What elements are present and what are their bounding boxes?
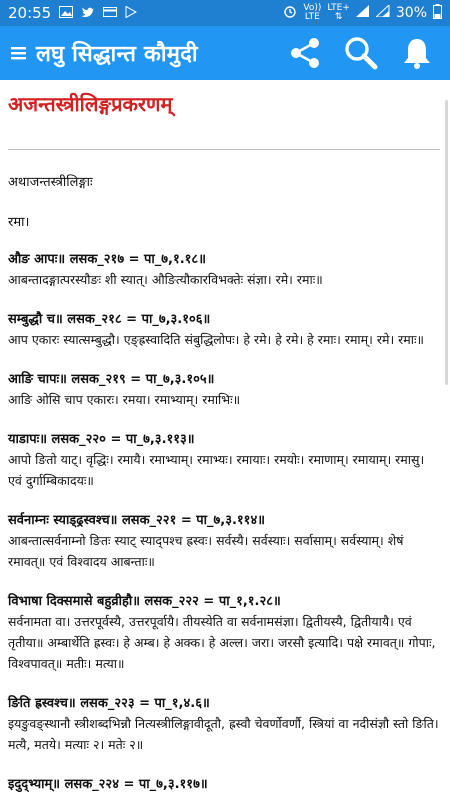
sutra-heading: याडापः॥ लसक_२२० = पा_७,३.११३॥ [8, 432, 195, 447]
sutra-block [8, 430, 442, 491]
alarm-icon [283, 4, 297, 22]
card-notification-icon [103, 4, 117, 22]
sutra-block [8, 250, 442, 290]
search-icon[interactable] [338, 30, 384, 76]
divider [8, 149, 440, 150]
sutra-text: सर्वनामता वा। उत्तरपूर्वस्यै, उत्तरपूर्वायै। तीयस्येति वा सर्वनामसंज्ञा। द्वितीयस्यै, द्वितीयायै। एवं तृतीया॥ अम्बार्थेति ह्रस्वः। हे अम्ब। हे अक्क। हे अल्ल। जरा। जरसौ इत्यादि। पक्षे रमावत्॥ गोपाः, विश्वपावत्॥ मतीः। मत्या॥ [8, 614, 436, 671]
content-area[interactable] [0, 80, 450, 800]
sutra-text: आपो ङितो याट्। वृद्धिः। रमायै। रमाभ्याम्। रमाभ्यः। रमायाः। रमयोः। रमाणाम्। रमायाम्। रमासु। एवं दुर्गाम्बिकादयः॥ [8, 452, 425, 488]
sutra-heading: ङिति ह्रस्वश्च॥ लसक_२२३ = पा_१,४.६॥ [8, 696, 210, 711]
intro-text: अथाजन्तस्त्रीलिङ्गाः [8, 175, 93, 190]
sutra-heading: औङ आपः॥ लसक_२१७ = पा_७,१.१८॥ [8, 252, 206, 267]
sutra-block [8, 694, 442, 755]
battery-icon [433, 4, 442, 23]
bell-icon[interactable] [394, 30, 440, 76]
app-title: लघु सिद्धान्त कौमुदी [36, 42, 198, 67]
sutra-heading: इदुद्भ्याम्॥ लसक_२२४ = पा_७,३.११७॥ [8, 777, 208, 792]
volte-indicator: Vo)) LTE [303, 3, 322, 22]
status-time: 20:55 [8, 4, 52, 22]
sutra-text: आबन्तात्सर्वनाम्नो ङितः स्याट् स्याद्‌पश्च ह्रस्वः। सर्वस्यै। सर्वस्याः। सर्वासाम्। सर्वस्याम्। शेषं रमावत्॥ एवं विश्वादय आबन्ताः॥ [8, 533, 404, 569]
sutra-heading: सम्बुद्धौ च॥ लसक_२१८ = पा_७,३.१०६॥ [8, 312, 211, 327]
sutra-heading: आङि चापः॥ लसक_२१९ = पा_७,३.१०५॥ [8, 372, 215, 387]
network-type-indicator: LTE+ ⇅ [327, 3, 350, 22]
share-icon[interactable] [282, 30, 328, 76]
signal-icon [356, 5, 370, 21]
sutra-text: आङि ओसि चाप एकारः। रमया। रमाभ्याम्। रमाभिः॥ [8, 392, 241, 407]
sutra-block [8, 775, 442, 794]
sutra-block [8, 310, 442, 350]
app-bar [0, 26, 450, 80]
sutra-heading: सर्वनाम्नः स्याड्ढ्रस्वश्च॥ लसक_२२१ = पा_७,३.११४॥ [8, 513, 265, 528]
status-bar [0, 0, 450, 26]
sutra-block [8, 592, 442, 674]
twitter-notification-icon [81, 4, 95, 22]
sutra-block [8, 370, 442, 410]
gallery-notification-icon [59, 4, 73, 22]
sutra-block [8, 511, 442, 572]
play-store-notification-icon [125, 4, 137, 22]
lead-text: रमा। [8, 215, 30, 230]
menu-icon[interactable] [2, 26, 36, 80]
signal-2-icon [376, 5, 390, 21]
chapter-title: अजन्तस्त्रीलिङ्गप्रकरणम् [8, 92, 173, 116]
sutra-text: आबन्तादङ्गात्परस्यौङः शी स्यात्। औङित्यौकारविभक्तेः संज्ञा। रमे। रमाः॥ [8, 272, 323, 287]
scrollbar[interactable] [445, 100, 448, 385]
sutra-text: आप एकारः स्यात्सम्बुद्धौ। एङ्ह्रस्वादिति संबुद्धिलोपः। हे रमे। हे रमे। हे रमाः। रमाम्। रमे। रमाः॥ [8, 332, 424, 347]
sutra-text: इयङुवङ्स्थानौ स्त्रीशब्दभिन्नौ नित्यस्त्रीलिङ्गावीदूतौ, ह्रस्वौ चेवर्णोवर्णौ, स्त्रियां वा नदीसंज्ञौ स्तो ङिति। मत्यै, मतये। मत्याः २। मतेः २॥ [8, 716, 439, 752]
battery-percent: 30% [395, 5, 427, 21]
sutra-heading: विभाषा दिक्समासे बहुव्रीहौ॥ लसक_२२२ = पा_१,१.२८॥ [8, 594, 281, 609]
